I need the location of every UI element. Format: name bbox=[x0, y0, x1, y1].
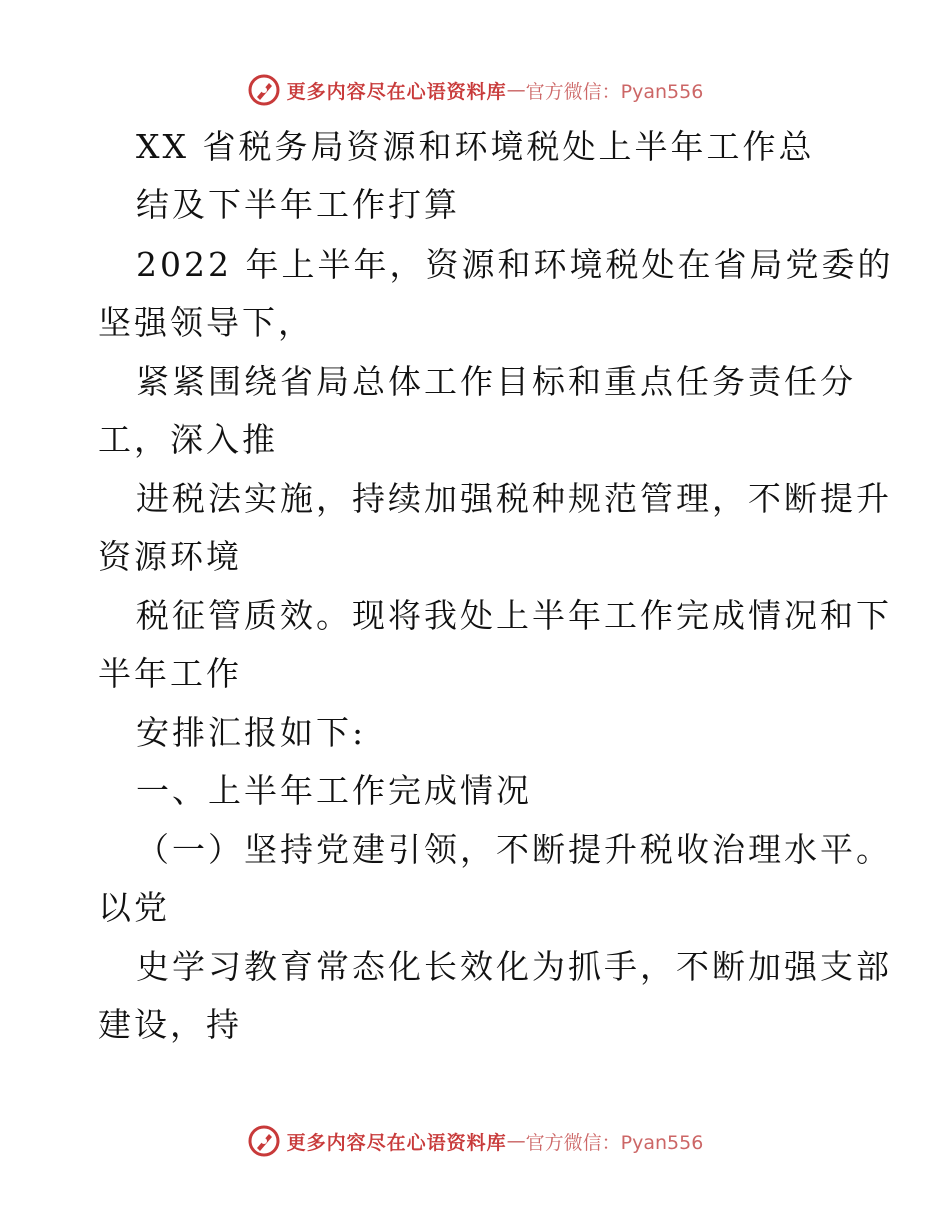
watermark-separator: — bbox=[506, 1130, 526, 1152]
paragraph-line: 2022 年上半年，资源和环境税处在省局党委的 bbox=[136, 245, 894, 284]
paragraph-line: 史学习教育常态化长效化为抓手，不断加强支部 bbox=[136, 947, 892, 986]
pen-circle-logo-icon bbox=[247, 1124, 281, 1158]
document-title-line-2: 结及下半年工作打算 bbox=[136, 185, 460, 224]
paragraph-line: 工，深入推 bbox=[98, 420, 278, 459]
paragraph-line: 进税法实施，持续加强税种规范管理，不断提升 bbox=[136, 479, 892, 518]
paragraph-line: 半年工作 bbox=[98, 654, 242, 693]
watermark-contact-text: 官方微信：Pyan556 bbox=[525, 80, 704, 103]
document-title-line-1: XX 省税务局资源和环境税处上半年工作总 bbox=[136, 127, 815, 166]
section-heading: 一、上半年工作完成情况 bbox=[136, 771, 532, 810]
watermark-contact-text: 官方微信：Pyan556 bbox=[525, 1131, 704, 1154]
footer-watermark bbox=[0, 1121, 950, 1161]
paragraph-line: 以党 bbox=[98, 888, 170, 927]
watermark-separator: — bbox=[506, 79, 526, 101]
paragraph-line: 坚强领导下， bbox=[98, 303, 314, 342]
paragraph-line: 紧紧围绕省局总体工作目标和重点任务责任分 bbox=[136, 362, 856, 401]
subsection-heading: （一）坚持党建引领，不断提升税收治理水平。 bbox=[136, 830, 892, 869]
header-watermark bbox=[0, 70, 950, 110]
paragraph-line: 安排汇报如下: bbox=[136, 713, 367, 752]
paragraph-line: 税征管质效。现将我处上半年工作完成情况和下 bbox=[136, 596, 892, 635]
paragraph-line: 建设，持 bbox=[98, 1005, 242, 1044]
watermark-site-text: 更多内容尽在心语资料库 bbox=[286, 1131, 507, 1154]
watermark-site-text: 更多内容尽在心语资料库 bbox=[286, 80, 507, 103]
pen-circle-logo-icon bbox=[247, 73, 281, 107]
paragraph-line: 资源环境 bbox=[98, 537, 242, 576]
